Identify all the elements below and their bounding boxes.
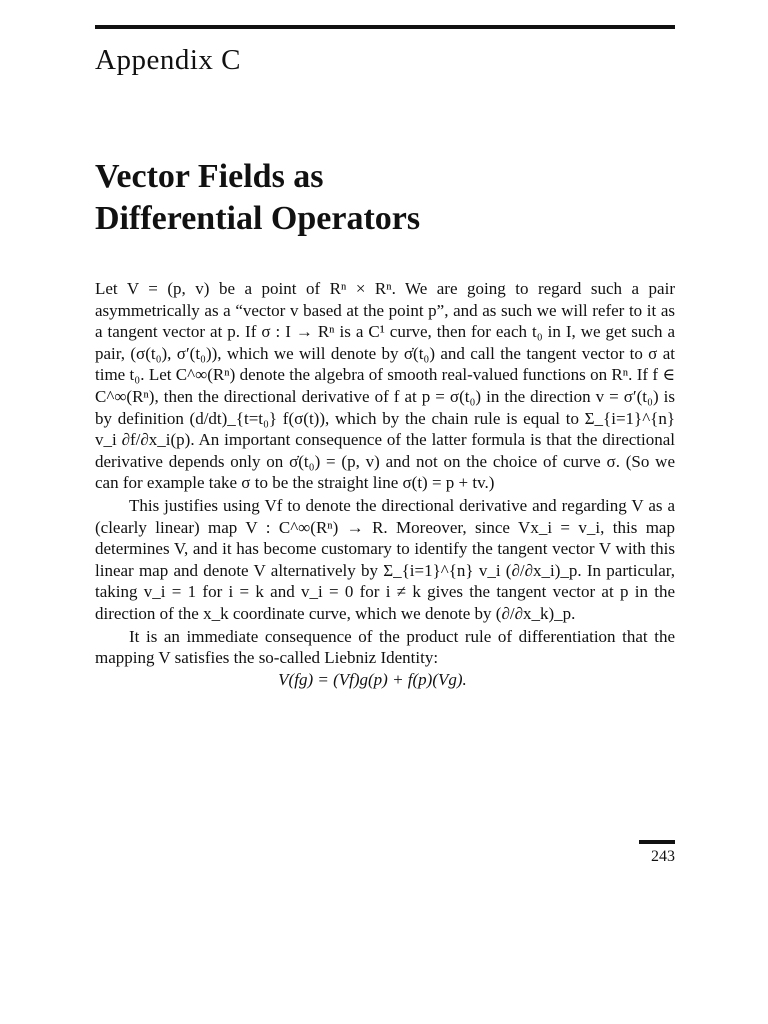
p1-sentence-3: Let C^∞(Rⁿ) denote the algebra of smooth real-valued functions on Rⁿ. xyxy=(148,365,637,385)
top-rule xyxy=(95,25,675,29)
chapter-title xyxy=(95,156,675,240)
p1-sentence-6: (So we can for example take σ to be the straight line σ(t) = p + tv.) xyxy=(95,451,675,493)
p1-sentence-5: An important consequence of the latter formula is that the directional derivative depends only on σ̇(t₀) = (p, v) and not on the choice of curve σ. xyxy=(95,430,675,471)
page-number-rule xyxy=(639,840,675,844)
body-text xyxy=(95,278,675,690)
chapter-title-line-1: Vector Fields as xyxy=(95,158,324,195)
paragraph-1 xyxy=(95,278,675,494)
p1-sentence-1: Let V = (p, v) be a point of Rⁿ × Rⁿ. We are going to regard such a pair asymmetrically as a “vector v based at the point p”, and as such we will refer to it as a tangent vector at p. xyxy=(95,279,675,342)
chapter-title-line-2: Differential Operators xyxy=(95,200,421,237)
appendix-label: Appendix C xyxy=(95,44,241,76)
paragraph-2 xyxy=(95,495,675,625)
p1-sentence-4: If f ∈ C^∞(Rⁿ), then the directional derivative of f at p = σ(t₀) in the direction v = σ′(t₀) is by definition (d/dt)_{t=t₀} f(σ(t)), which by the chain rule is equal to Σ_{i=1}^{n} v_i ∂f/∂x_i(p). xyxy=(95,365,675,450)
page-number: 243 xyxy=(651,848,675,865)
display-equation: V(fg) = (Vf)g(p) + f(p)(Vg). xyxy=(278,669,467,689)
paragraph-3 xyxy=(95,626,675,669)
p3-sentence-1: It is an immediate consequence of the product rule of differentiation that the mapping V satisfies the so-called Liebniz Identity: xyxy=(95,626,675,668)
p2-sentence-3: In particular, taking v_i = 1 for i = k and v_i = 0 for i ≠ k gives the tangent vector at p in the direction of the x_k coordinate curve, which we denote by (∂/∂x_k)_p. xyxy=(95,560,676,623)
p2-sentence-2: Moreover, since Vx_i = v_i, this map determines V, and it has become customary to identify the tangent vector V with this linear map and denote V alternatively by Σ_{i=1}^{n} v_i (∂/∂x_i)_p. xyxy=(95,517,675,580)
p1-sentence-2: If σ : I → Rⁿ is a C¹ curve, then for each t₀ in I, we get such a pair, (σ(t₀), σ′(t₀)), which we will denote by σ̇(t₀) and call the tangent vector to σ at time t₀. xyxy=(95,322,676,385)
p2-sentence-1: This justifies using Vf to denote the directional derivative and regarding V as a (clearly linear) map V : C^∞(Rⁿ) → R. xyxy=(95,495,675,537)
